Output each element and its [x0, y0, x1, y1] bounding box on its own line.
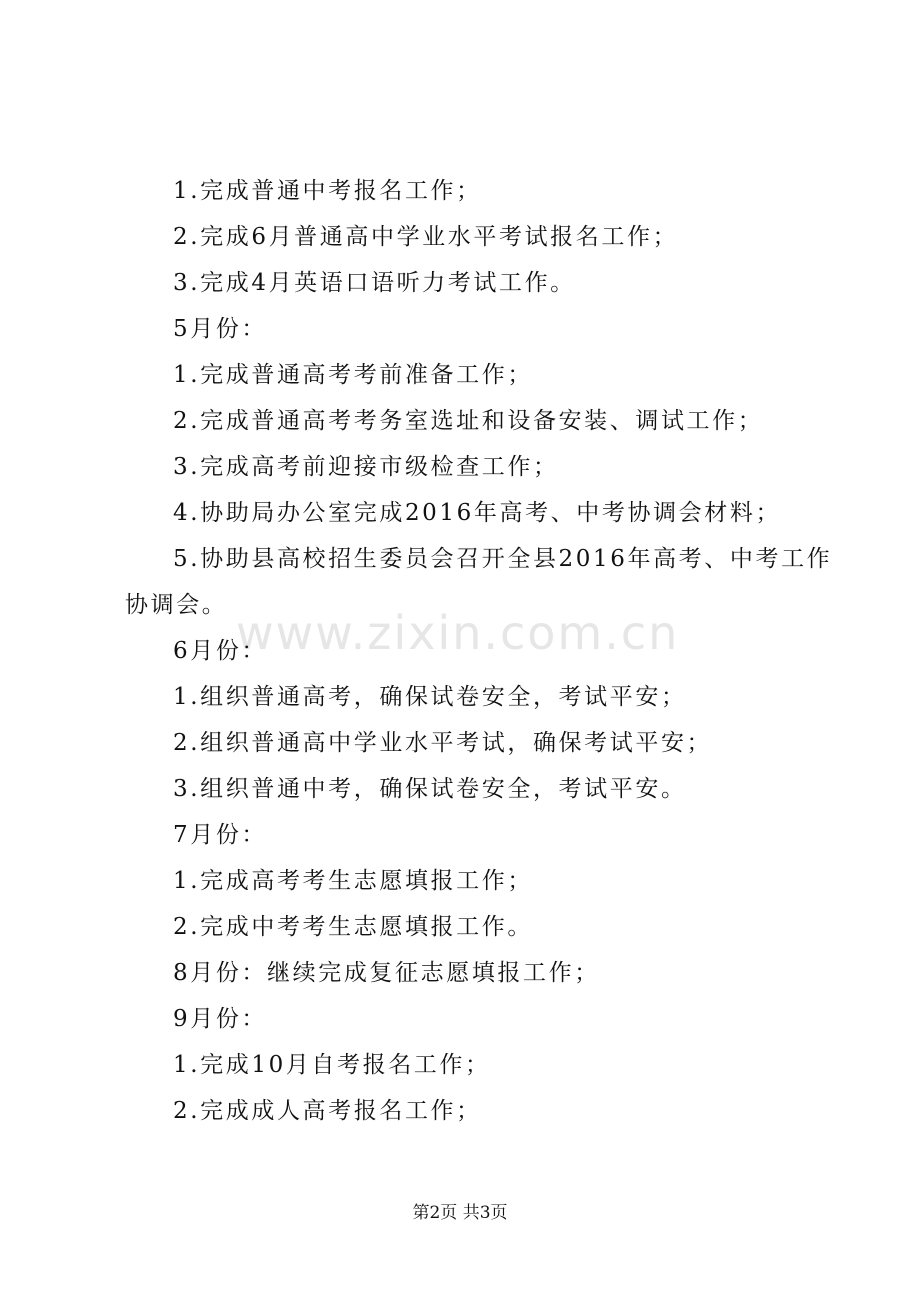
document-body: [125, 168, 833, 1134]
page-number-footer: 第2页 共3页: [412, 1203, 508, 1223]
text-line: 1.完成高考考生志愿填报工作；: [173, 868, 533, 894]
text-line: 3.完成高考前迎接市级检查工作；: [173, 454, 559, 480]
text-line: 1.完成10月自考报名工作；: [173, 1052, 491, 1078]
text-line: 1.完成普通中考报名工作；: [173, 178, 482, 204]
text-line: 3.组织普通中考，确保试卷安全，考试平安。: [173, 776, 687, 802]
month-heading: 5月份：: [173, 316, 268, 342]
text-line: 4.协助局办公室完成2016年高考、中考协调会材料；: [173, 500, 782, 526]
text-line: 5.协助县高校招生委员会召开全县2016年高考、中考工作: [173, 546, 833, 572]
month-heading: 6月份：: [173, 638, 268, 664]
month-heading: 8月份：继续完成复征志愿填报工作；: [173, 960, 600, 986]
month-heading: 9月份：: [173, 1006, 268, 1032]
text-line: 1.完成普通高考考前准备工作；: [173, 362, 533, 388]
text-line: 2.完成普通高考考务室选址和设备安装、调试工作；: [173, 408, 764, 434]
text-line: 2.组织普通高中学业水平考试，确保考试平安；: [173, 730, 713, 756]
text-line: 2.完成6月普通高中学业水平考试报名工作；: [173, 224, 679, 250]
month-heading: 7月份：: [173, 822, 268, 848]
text-line: 1.组织普通高考，确保试卷安全，考试平安；: [173, 684, 687, 710]
text-line-continuation: 协调会。: [125, 592, 228, 618]
text-line: 3.完成4月英语口语听力考试工作。: [173, 270, 576, 296]
text-line: 2.完成中考考生志愿填报工作。: [173, 914, 533, 940]
text-line: 2.完成成人高考报名工作；: [173, 1098, 482, 1124]
watermark: www.zixin.com.cn: [236, 606, 680, 660]
